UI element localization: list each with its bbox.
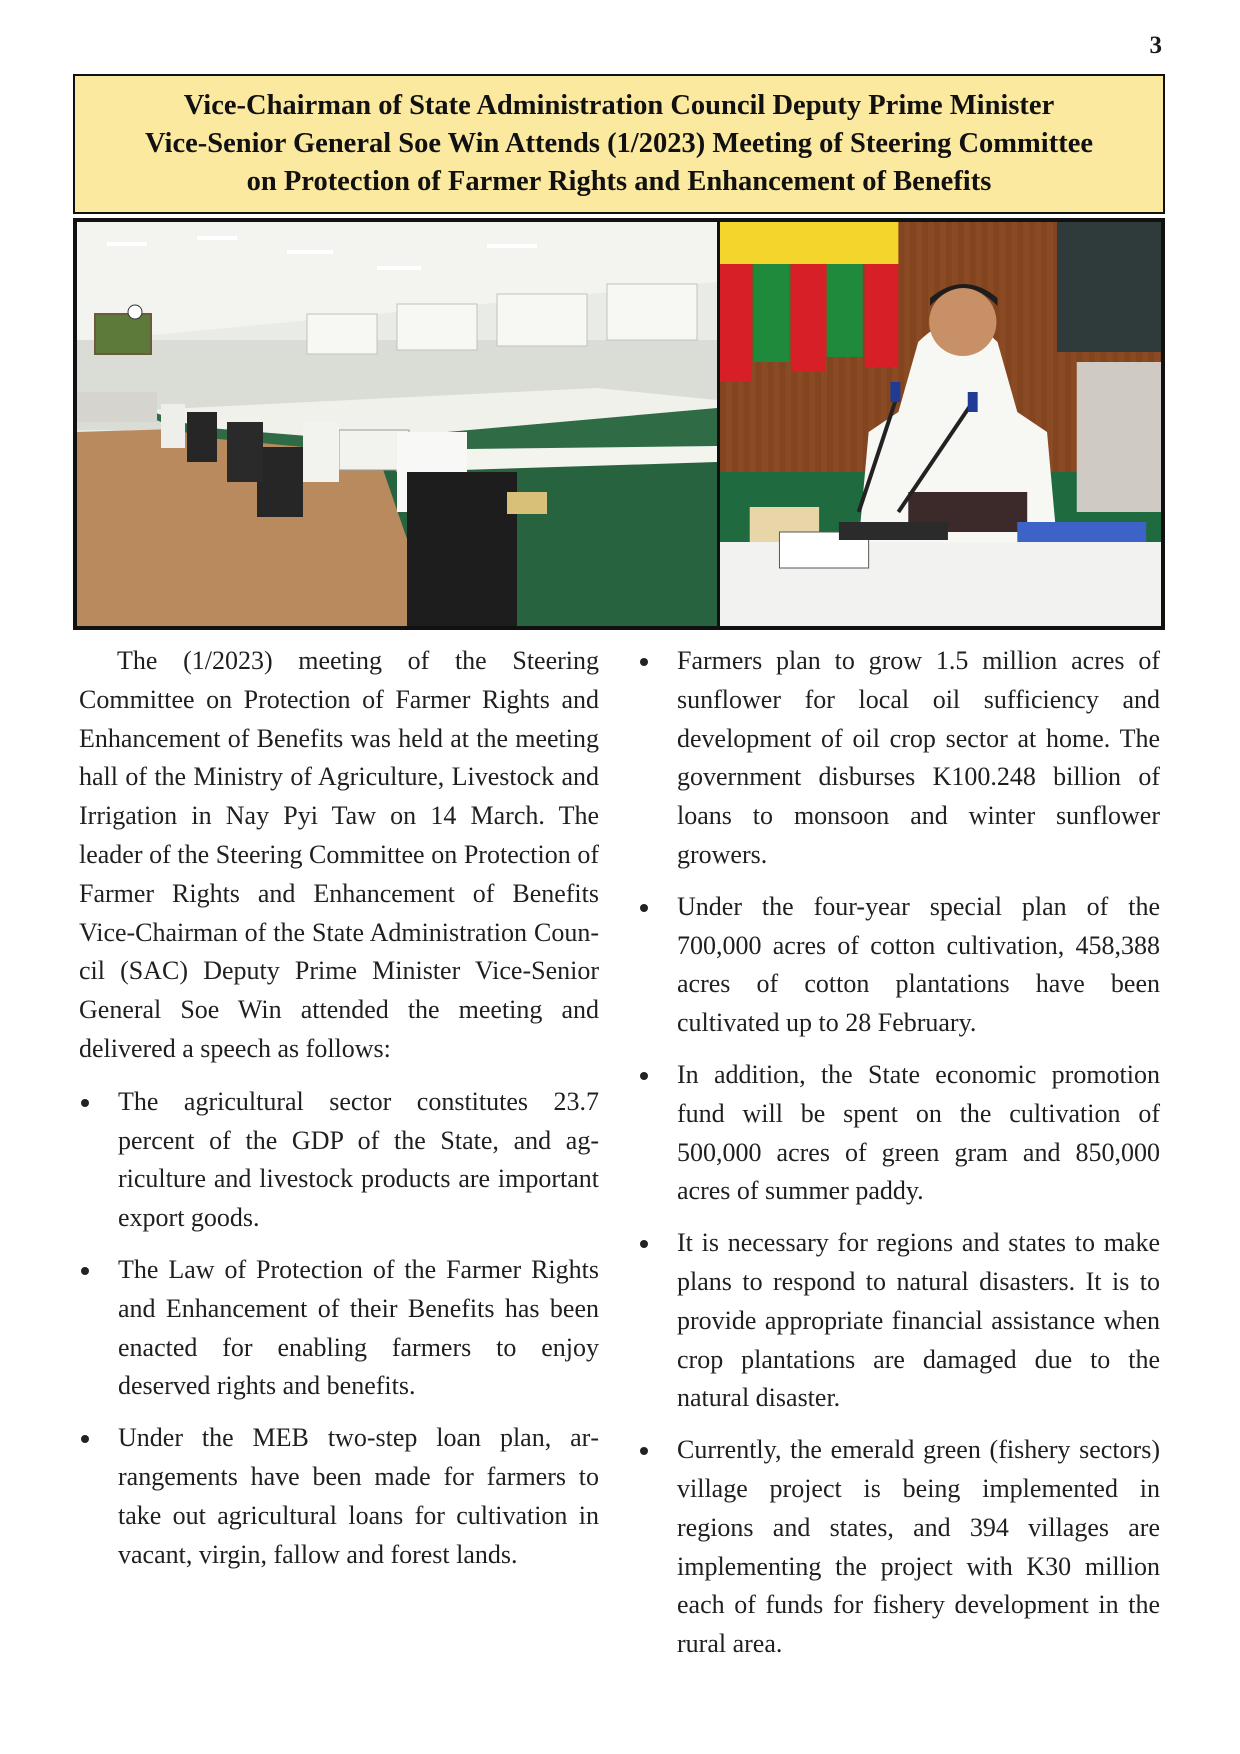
bullet-icon: [640, 1240, 648, 1248]
article-column-left: [79, 642, 599, 1574]
list-item-text: Under the MEB two-step loan plan, arrangements have been made for farmers to take out agricultural loans for cultivation in vacant, virgin, fallow and forest lands.: [118, 1423, 599, 1569]
list-item-text: It is necessary for regions and states to make plans to respond to natural disasters. It is to provide appropriate financial assistance when crop plantations are damaged due to the natural disaster.: [677, 1228, 1160, 1413]
list-item-text: Currently, the emerald green (fishery sectors) village project is being implemented in regions and states, and 394 villages are implementing the project with K30 million each of funds for fishery development in the rural area.: [677, 1435, 1160, 1659]
headline-line-1: Vice-Chairman of State Administration Council Deputy Prime Minister: [183, 90, 1055, 121]
bullet-icon: [640, 1072, 648, 1080]
list-item: [79, 1083, 599, 1238]
list-item-text: The agricultural sector constitutes 23.7 percent of the GDP of the State, and agriculture and livestock products are important export goods.: [118, 1086, 599, 1233]
speaker-photo: [720, 222, 1161, 626]
list-item: [79, 1419, 599, 1574]
bullet-icon: [640, 658, 648, 666]
list-item-text: Under the four-year special plan of the 700,000 acres of cotton cultivation, 458,388 acres of cotton plantations have been cultivated up to 28 February.: [677, 891, 1160, 1038]
bullet-list-right: [638, 642, 1160, 1664]
photo-frame: [73, 218, 1165, 630]
headline-box: [73, 74, 1165, 214]
list-item-text: In addition, the State economic promotion fund will be spent on the cultivation of 500,000 acres of green gram and 850,000 acres of summer paddy.: [677, 1059, 1160, 1206]
intro-paragraph: The (1/2023) meeting of the Steering Committee on Protection of Farmer Rights and Enhancement of Benefits was held at the meeting hall of the Ministry of Agriculture, Livestock and Irrigation in Nay Pyi Taw on 14 March. The leader of the Steering Committee on Protection of Farmer Rights and Enhancement of Benefits Vice-Chairman of the State Administration Council (SAC) Deputy Prime Minister Vice-Senior General Soe Win attended the meeting and delivered a speech as follows:: [79, 646, 599, 1063]
headline-line-3: on Protection of Farmer Rights and Enhancement of Benefits: [246, 166, 992, 197]
list-item: [638, 1224, 1160, 1418]
meeting-hall-photo: [77, 222, 717, 626]
bullet-icon: [640, 1447, 648, 1455]
list-item: [638, 1431, 1160, 1664]
bullet-icon: [81, 1435, 89, 1443]
bullet-icon: [81, 1267, 89, 1275]
bullet-icon: [640, 904, 648, 912]
list-item: [79, 1251, 599, 1406]
list-item-text: Farmers plan to grow 1.5 million acres of sunflower for local oil sufficiency and development of oil crop sector at home. The government disburses K100.248 billion of loans to monsoon and winter sunflower growers.: [677, 646, 1160, 869]
bullet-icon: [81, 1099, 89, 1107]
article-column-right: [638, 642, 1160, 1664]
headline-line-2: Vice-Senior General Soe Win Attends (1/2023) Meeting of Steering Committee: [145, 128, 1093, 159]
list-item-text: The Law of Protection of the Farmer Rights and Enhancement of their Benefits has been enacted for enabling farmers to enjoy deserved rights and benefits.: [118, 1254, 599, 1401]
list-item: [638, 888, 1160, 1043]
list-item: [638, 1056, 1160, 1211]
bullet-list-left: [79, 1083, 599, 1575]
list-item: [638, 642, 1160, 875]
page-number: 3: [1149, 32, 1162, 59]
